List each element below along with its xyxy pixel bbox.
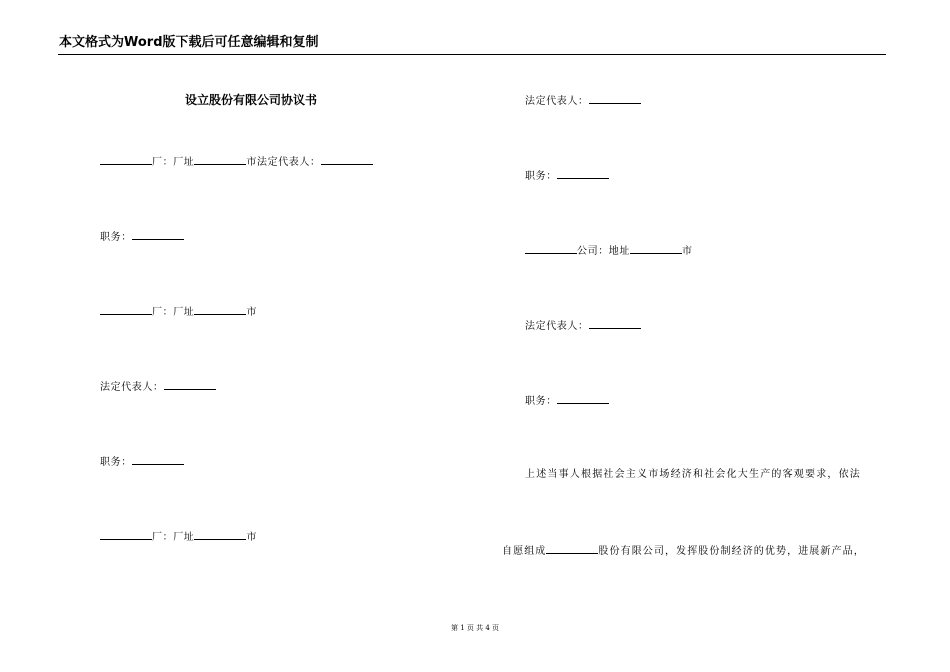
fill-blank: [546, 543, 598, 554]
company-address-label: 公司：地址: [577, 246, 630, 257]
page-header: [58, 34, 886, 55]
factory-address-label: 厂：厂址: [152, 307, 195, 318]
fill-blank: [557, 168, 609, 179]
header-text: 本文格式为Word版下载后可任意编辑和复制: [59, 35, 319, 50]
fill-blank: [589, 318, 641, 329]
fill-blank: [194, 529, 246, 540]
right-line-2: [525, 168, 609, 184]
factory-address-label: 厂：厂址: [152, 532, 195, 543]
left-line-6: [100, 529, 257, 545]
left-line-5: [100, 454, 184, 470]
position-label: 职务：: [525, 171, 557, 182]
fill-blank: [100, 154, 152, 165]
fill-blank: [132, 229, 184, 240]
position-label: 职务：: [100, 232, 132, 243]
city-label: 市: [246, 307, 258, 318]
city-representative-label: 市法定代表人：: [246, 157, 321, 168]
fill-blank: [164, 379, 216, 390]
position-label: 职务：: [100, 457, 132, 468]
paragraph-line-2: [502, 543, 865, 559]
fill-blank: [630, 243, 682, 254]
position-label: 职务：: [525, 396, 557, 407]
right-line-4: [525, 318, 641, 334]
paragraph-text: 股份有限公司，发挥股份制经济的优势，进展新产品，: [598, 546, 865, 557]
city-label: 市: [246, 532, 258, 543]
right-line-3: [525, 243, 693, 259]
right-line-5: [525, 393, 609, 409]
fill-blank: [194, 154, 246, 165]
fill-blank: [557, 393, 609, 404]
representative-label: 法定代表人：: [100, 382, 164, 393]
representative-label: 法定代表人：: [525, 321, 589, 332]
fill-blank: [321, 154, 373, 165]
representative-label: 法定代表人：: [525, 96, 589, 107]
document-title: 设立股份有限公司协议书: [185, 93, 318, 107]
paragraph-line-1: 上述当事人根据社会主义市场经济和社会化大生产的客观要求，依法: [525, 469, 861, 480]
fill-blank: [525, 243, 577, 254]
fill-blank: [589, 93, 641, 104]
fill-blank: [194, 304, 246, 315]
fill-blank: [132, 454, 184, 465]
page-number: 第 1 页 共 4 页: [450, 624, 500, 632]
fill-blank: [100, 304, 152, 315]
fill-blank: [100, 529, 152, 540]
paragraph-text: 自愿组成: [502, 546, 547, 557]
right-line-1: [525, 93, 641, 109]
factory-address-label: 厂：厂址: [152, 157, 195, 168]
left-line-3: [100, 304, 257, 320]
left-line-4: [100, 379, 216, 395]
left-line-1: [100, 154, 373, 170]
city-label: 市: [682, 246, 693, 257]
left-line-2: [100, 229, 184, 245]
